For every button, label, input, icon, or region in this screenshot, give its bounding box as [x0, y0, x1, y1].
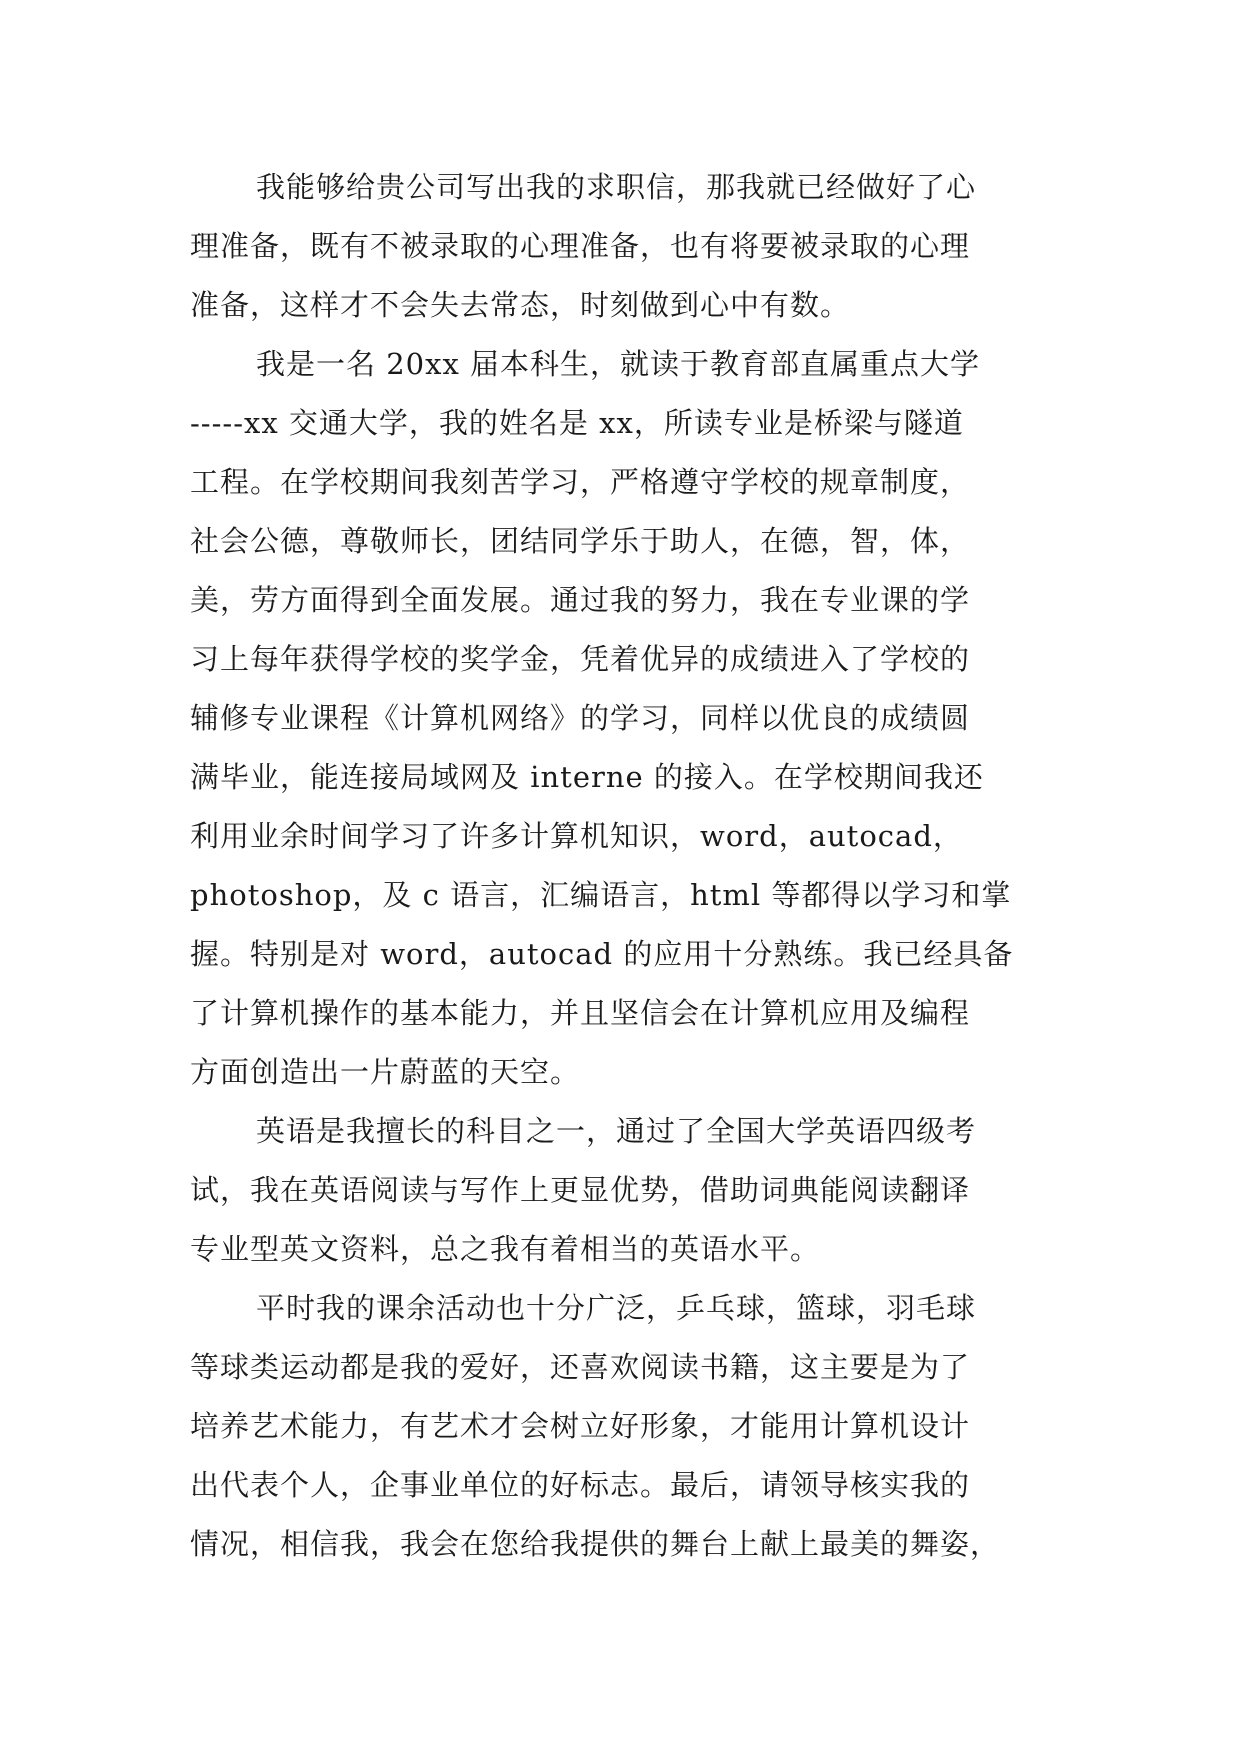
text-line: 握。特别是对 word，autocad 的应用十分熟练。我已经具备 [190, 937, 1014, 971]
letter-body [190, 158, 1050, 1574]
text-line: 出代表个人，企事业单位的好标志。最后，请领导核实我的 [190, 1468, 971, 1502]
text-line: 试，我在英语阅读与写作上更显优势，借助词典能阅读翻译 [190, 1173, 971, 1207]
text-line: 专业型英文资料，总之我有着相当的英语水平。 [190, 1232, 821, 1266]
text-line: 英语是我擅长的科目之一，通过了全国大学英语四级考 [256, 1114, 977, 1148]
text-line: 我是一名 20xx 届本科生，就读于教育部直属重点大学 [256, 347, 981, 381]
text-line: 辅修专业课程《计算机网络》的学习，同样以优良的成绩圆 [190, 701, 971, 735]
text-line: 等球类运动都是我的爱好，还喜欢阅读书籍，这主要是为了 [190, 1350, 971, 1384]
text-line: 美，劳方面得到全面发展。通过我的努力，我在专业课的学 [190, 583, 971, 617]
text-line: 理准备，既有不被录取的心理准备，也有将要被录取的心理 [190, 229, 971, 263]
text-line: 我能够给贵公司写出我的求职信，那我就已经做好了心 [256, 170, 977, 204]
text-line: 情况，相信我，我会在您给我提供的舞台上献上最美的舞姿， [190, 1527, 1001, 1561]
text-line: -----xx 交通大学，我的姓名是 xx，所读专业是桥梁与隧道 [190, 406, 964, 440]
text-line: 习上每年获得学校的奖学金，凭着优异的成绩进入了学校的 [190, 642, 971, 676]
text-line: 了计算机操作的基本能力，并且坚信会在计算机应用及编程 [190, 996, 971, 1030]
text-line: 准备，这样才不会失去常态，时刻做到心中有数。 [190, 288, 851, 322]
text-line: 培养艺术能力，有艺术才会树立好形象，才能用计算机设计 [190, 1409, 971, 1443]
text-line: 方面创造出一片蔚蓝的天空。 [190, 1055, 581, 1089]
text-line: photoshop，及 c 语言，汇编语言，html 等都得以学习和掌 [190, 878, 1012, 912]
text-line: 工程。在学校期间我刻苦学习，严格遵守学校的规章制度， [190, 465, 971, 499]
text-line: 利用业余时间学习了许多计算机知识，word，autocad， [190, 819, 963, 853]
text-line: 满毕业，能连接局域网及 interne 的接入。在学校期间我还 [190, 760, 984, 794]
text-line: 平时我的课余活动也十分广泛，乒乓球，篮球，羽毛球 [256, 1291, 977, 1325]
text-line: 社会公德，尊敬师长，团结同学乐于助人，在德，智，体， [190, 524, 971, 558]
